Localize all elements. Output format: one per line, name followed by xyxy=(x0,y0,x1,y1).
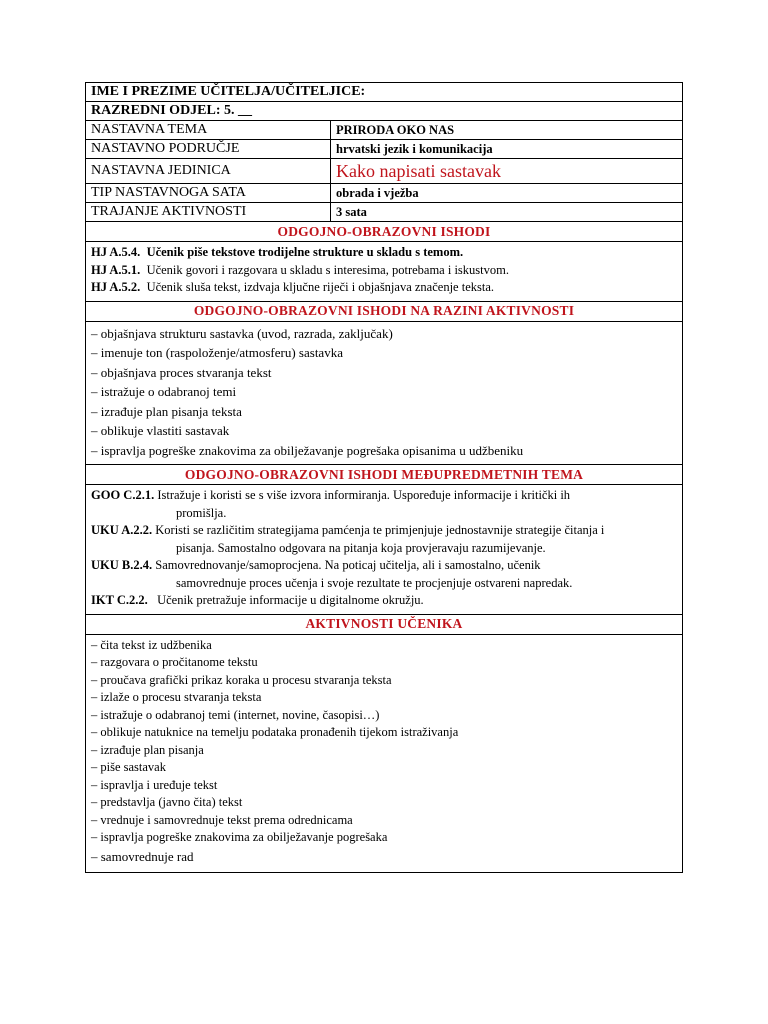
outcome-text: Učenik piše tekstove trodijelne strukture u skladu s temom. xyxy=(146,245,464,259)
list-item: – imenuje ton (raspoloženje/atmosferu) sastavka xyxy=(91,345,343,360)
outcome-text: Učenik govori i razgovara u skladu s interesima, potrebama i iskustvom. xyxy=(146,262,509,277)
activity-outcomes-block xyxy=(86,321,683,465)
info-row-unit xyxy=(86,159,683,184)
cross-row xyxy=(86,485,683,615)
cross-code: UKU B.2.4. xyxy=(91,558,153,572)
info-label: NASTAVNA TEMA xyxy=(86,121,331,140)
list-item: – istražuje o odabranoj temi (internet, novine, časopisi…) xyxy=(91,707,380,722)
cross-text: Učenik pretražuje informacije u digitalnome okružju. xyxy=(157,593,424,607)
cross-text: Samovrednovanje/samoprocjena. Na poticaj učitelja, ali i samostalno, učenik xyxy=(155,558,541,572)
cross-text: Koristi se različitim strategijama pamćenja te primjenjuje jednostavnije strategije čitanja i xyxy=(155,523,605,537)
outcome-item xyxy=(91,279,677,297)
list-item: – samovrednuje rad xyxy=(91,848,194,864)
info-label: NASTAVNA JEDINICA xyxy=(86,159,331,184)
outcome-item xyxy=(91,262,677,280)
list-item: – ispravlja pogreške znakovima za obilježavanje pogrešaka xyxy=(91,830,388,844)
outcome-text: Učenik sluša tekst, izdvaja ključne riječi i objašnjava značenje teksta. xyxy=(146,280,494,294)
teacher-label: IME I PREZIME UČITELJA/UČITELJICE: xyxy=(86,83,683,102)
info-value: hrvatski jezik i komunikacija xyxy=(331,140,683,159)
info-value: 3 sata xyxy=(331,203,683,222)
cross-item xyxy=(91,557,677,575)
cross-code: UKU A.2.2. xyxy=(91,523,153,537)
cross-heading-row xyxy=(86,465,683,485)
info-value: obrada i vježba xyxy=(331,184,683,203)
section-heading: ODGOJNO-OBRAZOVNI ISHODI NA RAZINI AKTIVNOSTI xyxy=(86,301,683,321)
cross-text: Istražuje i koristi se s više izvora informiranja. Uspoređuje informacije i kritički ih xyxy=(157,488,571,502)
activity-outcomes-heading-row xyxy=(86,301,683,321)
lesson-plan-table xyxy=(85,82,683,873)
cross-item xyxy=(91,487,677,505)
info-row-area xyxy=(86,140,683,159)
outcome-item xyxy=(91,244,677,262)
section-heading: ODGOJNO-OBRAZOVNI ISHODI MEĐUPREDMETNIH TEMA xyxy=(86,465,683,485)
cross-text-cont: pisanja. Samostalno odgovara na pitanja koja provjeravaju razumijevanje. xyxy=(176,540,546,555)
cross-text-cont: samovrednuje proces učenja i svoje rezultate te procjenjuje ostvareni napredak. xyxy=(176,575,573,590)
list-item: – proučava grafički prikaz koraka u procesu stvaranja teksta xyxy=(91,672,392,687)
class-row xyxy=(86,102,683,121)
student-activities-row xyxy=(86,634,683,873)
list-item: – čita tekst iz udžbenika xyxy=(91,637,212,652)
list-item: – piše sastavak xyxy=(91,760,166,774)
list-item: – oblikuje natuknice na temelju podataka pronađenih tijekom istraživanja xyxy=(91,725,459,739)
info-row-duration xyxy=(86,203,683,222)
outcome-code: HJ A.5.1. xyxy=(91,262,141,277)
section-heading: AKTIVNOSTI UČENIKA xyxy=(86,614,683,634)
cross-block xyxy=(86,485,683,615)
activity-outcomes-row xyxy=(86,321,683,465)
info-value-unit: Kako napisati sastavak xyxy=(331,159,683,184)
info-row-type xyxy=(86,184,683,203)
list-item: – izrađuje plan pisanja xyxy=(91,742,204,757)
outcome-code: HJ A.5.4. xyxy=(91,245,141,259)
student-activities-block xyxy=(86,634,683,873)
info-label: NASTAVNO PODRUČJE xyxy=(86,140,331,159)
teacher-row xyxy=(86,83,683,102)
list-item: – oblikuje vlastiti sastavak xyxy=(91,423,230,438)
list-item: – razgovara o pročitanome tekstu xyxy=(91,655,258,669)
info-value: PRIRODA OKO NAS xyxy=(331,121,683,140)
list-item: – predstavlja (javno čita) tekst xyxy=(91,795,243,809)
info-row-topic xyxy=(86,121,683,140)
outcome-code: HJ A.5.2. xyxy=(91,280,141,294)
cross-text-cont: promišlja. xyxy=(176,505,227,520)
outcomes-heading-row xyxy=(86,222,683,242)
list-item: – objašnjava proces stvaranja tekst xyxy=(91,364,272,380)
list-item: – objašnjava strukturu sastavka (uvod, razrada, zaključak) xyxy=(91,325,393,341)
cross-item xyxy=(91,592,677,610)
list-item: – izlaže o procesu stvaranja teksta xyxy=(91,690,262,704)
class-label: RAZREDNI ODJEL: 5. __ xyxy=(86,102,683,121)
list-item: – ispravlja i uređuje tekst xyxy=(91,777,218,792)
list-item: – istražuje o odabranoj temi xyxy=(91,384,237,399)
list-item: – izrađuje plan pisanja teksta xyxy=(91,403,242,419)
info-label: TRAJANJE AKTIVNOSTI xyxy=(86,203,331,222)
section-heading: ODGOJNO-OBRAZOVNI ISHODI xyxy=(86,222,683,242)
list-item: – ispravlja pogreške znakovima za obilježavanje pogrešaka opisanima u udžbeniku xyxy=(91,442,524,458)
cross-code: IKT C.2.2. xyxy=(91,593,148,607)
outcomes-row xyxy=(86,242,683,302)
list-item: – vrednuje i samovrednuje tekst prema odrednicama xyxy=(91,812,353,827)
student-activities-heading-row xyxy=(86,614,683,634)
cross-item xyxy=(91,522,677,540)
outcomes-block xyxy=(86,242,683,302)
lesson-plan-sheet xyxy=(85,82,683,873)
cross-code: GOO C.2.1. xyxy=(91,488,155,502)
info-label: TIP NASTAVNOGA SATA xyxy=(86,184,331,203)
